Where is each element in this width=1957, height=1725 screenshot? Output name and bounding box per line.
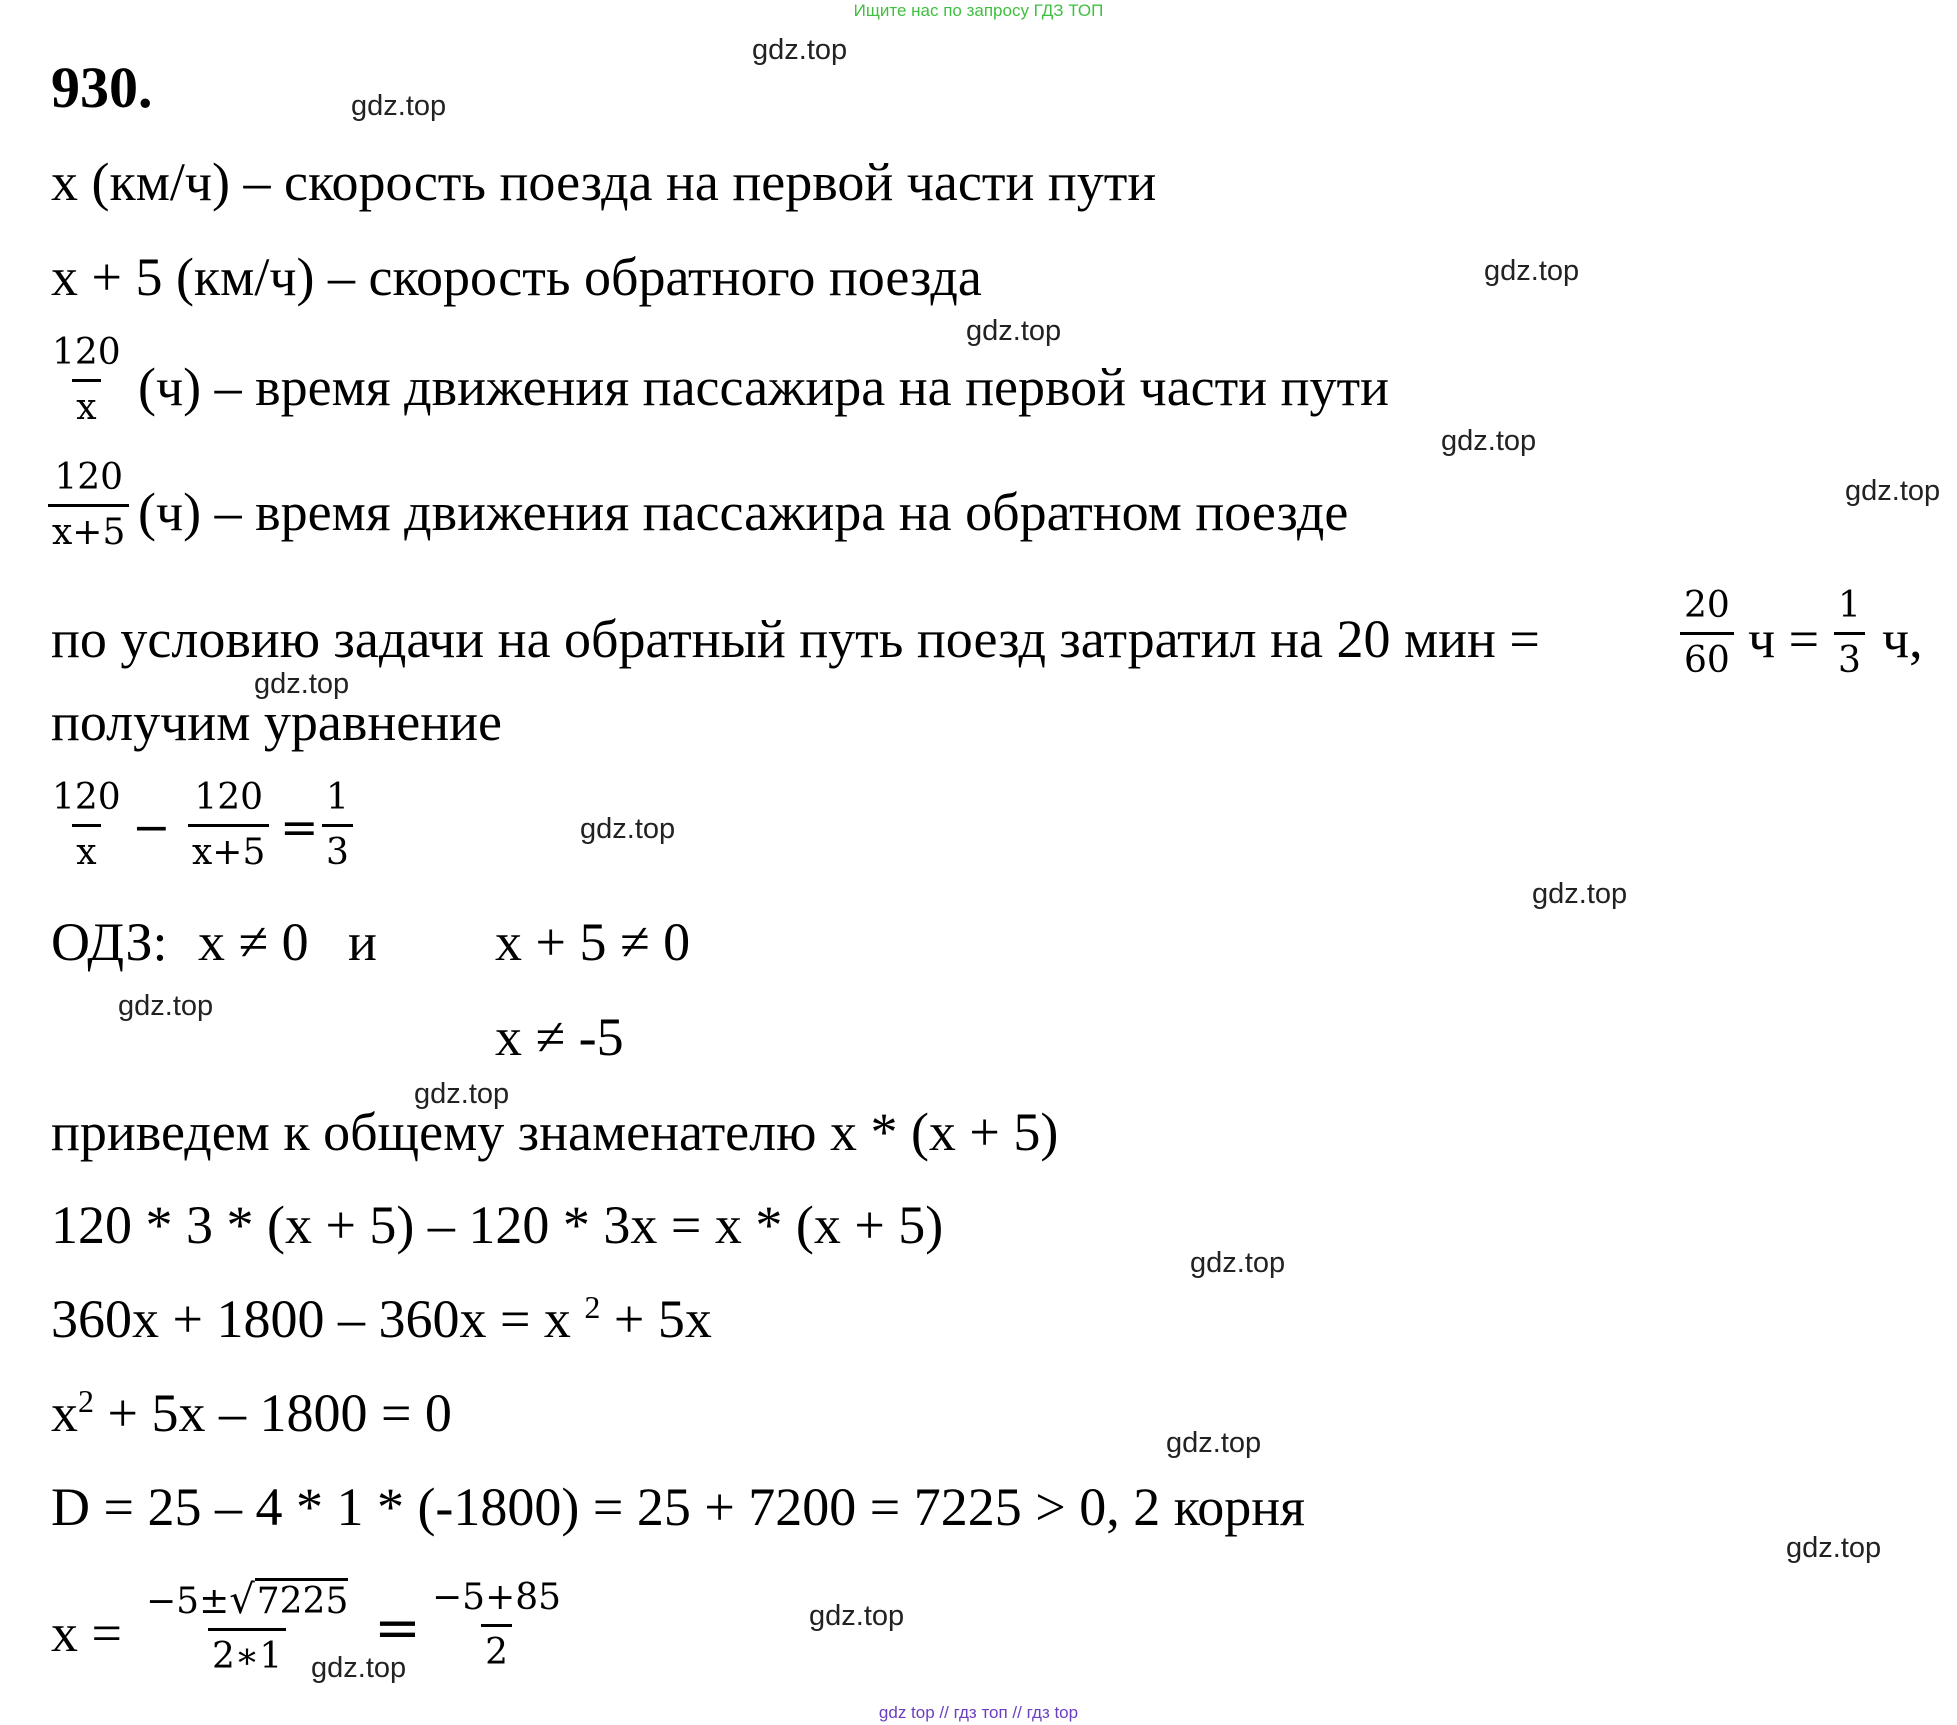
- denominator: 3: [322, 824, 353, 871]
- denominator: 60: [1680, 632, 1734, 679]
- fraction-1-over-3: [1834, 585, 1865, 681]
- denominator: x+5: [188, 824, 269, 871]
- numerator: [142, 1577, 352, 1628]
- watermark: gdz.top: [1166, 1427, 1262, 1459]
- watermark: gdz.top: [1190, 1247, 1286, 1279]
- line-time-first: (ч) – время движения пассажира на первой части пути: [138, 357, 1390, 417]
- root-fraction-specific: [428, 1577, 565, 1673]
- denominator: x+5: [48, 504, 129, 551]
- numerator: 1: [326, 777, 349, 818]
- line-quadratic: [51, 1383, 452, 1443]
- denominator: 3: [1834, 632, 1865, 679]
- bottom-banner: gdz top // гдз топ // гдз top: [878, 1703, 1079, 1722]
- root-x-equals: x =: [51, 1603, 122, 1663]
- radicand: 7225: [255, 1578, 349, 1622]
- numerator: 20: [1684, 585, 1730, 626]
- odz-label: ОДЗ:: [51, 912, 168, 972]
- numerator: 120: [52, 777, 121, 818]
- odz-and: и: [348, 912, 377, 972]
- eq-fraction-120-over-x: [48, 777, 125, 873]
- denominator: 2∗1: [208, 1628, 286, 1675]
- fraction-20-over-60: [1680, 585, 1734, 681]
- denominator: 2: [481, 1624, 512, 1671]
- watermark: gdz.top: [1441, 425, 1537, 457]
- line-speed-first: x (км/ч) – скорость поезда на первой части пути: [51, 152, 1157, 212]
- numerator: 120: [54, 457, 124, 498]
- eq-fraction-120-over-x-plus-5: [188, 777, 269, 873]
- watermark: gdz.top: [1484, 255, 1580, 287]
- watermark: gdz.top: [254, 668, 350, 700]
- watermark: gdz.top: [351, 90, 447, 122]
- odz-x-plus-5-not-zero: x + 5 ≠ 0: [495, 912, 691, 972]
- fraction-120-over-x-plus-5: [48, 457, 129, 553]
- exponent: 2: [78, 1383, 94, 1419]
- simplify-rhs: + 5x: [600, 1289, 712, 1349]
- line-multiply: 120 * 3 * (x + 5) – 120 * 3x = x * (x + 5): [51, 1195, 944, 1255]
- sqrt-icon: √: [229, 1577, 255, 1623]
- watermark: gdz.top: [118, 990, 214, 1022]
- simplify-lhs: 360x + 1800 – 360x = x: [51, 1289, 585, 1349]
- watermark: gdz.top: [752, 34, 848, 66]
- watermark: gdz.top: [1786, 1532, 1882, 1564]
- watermark: gdz.top: [414, 1078, 510, 1110]
- watermark: gdz.top: [311, 1652, 407, 1684]
- line-get-equation: получим уравнение: [51, 692, 502, 752]
- line-common-denominator: приведем к общему знаменателю x * (x + 5): [51, 1102, 1059, 1162]
- watermark: gdz.top: [809, 1600, 905, 1632]
- numerator: −5+85: [432, 1577, 562, 1618]
- fraction-120-over-x: [48, 332, 125, 428]
- watermark: gdz.top: [580, 813, 676, 845]
- numerator: 120: [194, 777, 264, 818]
- denominator: x: [72, 379, 100, 426]
- quadratic-rest: + 5x – 1800 = 0: [94, 1383, 452, 1443]
- line-speed-return: x + 5 (км/ч) – скорость обратного поезда: [51, 247, 982, 307]
- problem-number: 930.: [51, 55, 153, 120]
- odz-x-not-zero: x ≠ 0: [198, 912, 309, 972]
- watermark: gdz.top: [1845, 475, 1941, 507]
- line-simplify: [51, 1289, 712, 1349]
- line-time-return: (ч) – время движения пассажира на обратном поезде: [138, 482, 1349, 542]
- minus-sign: −: [132, 800, 171, 854]
- quadratic-x: x: [51, 1383, 78, 1443]
- root-equals-sign: =: [374, 1596, 421, 1661]
- equals-sign: =: [280, 800, 319, 854]
- numerator: 120: [52, 332, 121, 373]
- watermark: gdz.top: [966, 315, 1062, 347]
- eq-fraction-1-over-3: [322, 777, 353, 873]
- line-condition: по условию задачи на обратный путь поезд затратил на 20 мин =: [51, 609, 1540, 669]
- unit-hours-eq: ч =: [1748, 609, 1820, 669]
- exponent: 2: [584, 1289, 601, 1325]
- odz-x-not-minus-5: x ≠ -5: [495, 1007, 624, 1067]
- unit-hours-comma: ч,: [1882, 609, 1923, 669]
- denominator: x: [72, 824, 100, 871]
- top-banner: Ищите нас по запросу ГДЗ ТОП: [853, 1, 1104, 20]
- root-numerator-pre: −5±: [146, 1581, 230, 1622]
- watermark: gdz.top: [1532, 878, 1628, 910]
- line-discriminant: D = 25 – 4 * 1 * (-1800) = 25 + 7200 = 7225 > 0, 2 корня: [51, 1477, 1305, 1537]
- numerator: 1: [1838, 585, 1861, 626]
